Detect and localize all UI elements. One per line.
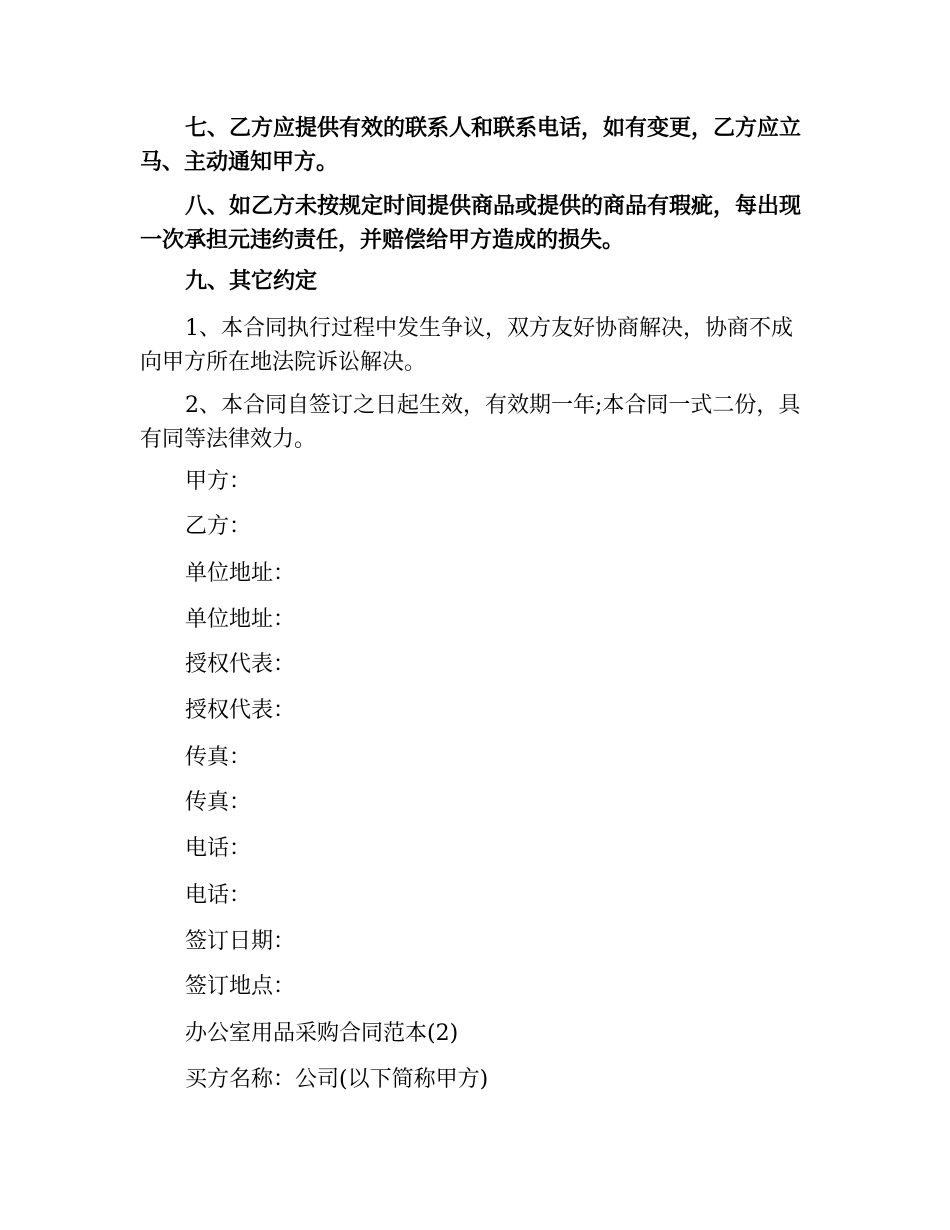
signing-place-label: 签订地点： (185, 974, 296, 999)
phone-label-a: 电话： (185, 836, 252, 861)
fax-label-b: 传真： (185, 790, 252, 815)
address-label-a: 单位地址： (185, 561, 296, 586)
clause-nine-heading: 九、其它约定 (185, 269, 318, 294)
clause-seven: 七、乙方应提供有效的联系人和联系电话，如有变更，乙方应立马、主动通知甲方。 (140, 116, 802, 175)
phone-label-b: 电话： (185, 883, 252, 908)
signing-date-label: 签订日期： (185, 929, 296, 954)
party-a-label: 甲方： (185, 469, 252, 494)
representative-label-a: 授权代表： (185, 652, 296, 677)
party-b-label: 乙方： (185, 514, 252, 539)
clause-eight: 八、如乙方未按规定时间提供商品或提供的商品有瑕疵，每出现一次承担元违约责任，并赔偿给甲方造成的损失。 (140, 194, 802, 253)
fax-label-a: 传真： (185, 745, 252, 770)
term-one: 1、本合同执行过程中发生争议，双方友好协商解决，协商不成向甲方所在地法院诉讼解决。 (140, 316, 793, 375)
representative-label-b: 授权代表： (185, 698, 296, 723)
address-label-b: 单位地址： (185, 607, 296, 632)
term-two: 2、本合同自签订之日起生效，有效期一年;本合同一式二份，具有同等法律效力。 (140, 393, 801, 452)
next-contract-title: 办公室用品采购合同范本(2) (185, 1021, 459, 1046)
buyer-name-line: 买方名称：公司(以下简称甲方) (185, 1067, 489, 1092)
